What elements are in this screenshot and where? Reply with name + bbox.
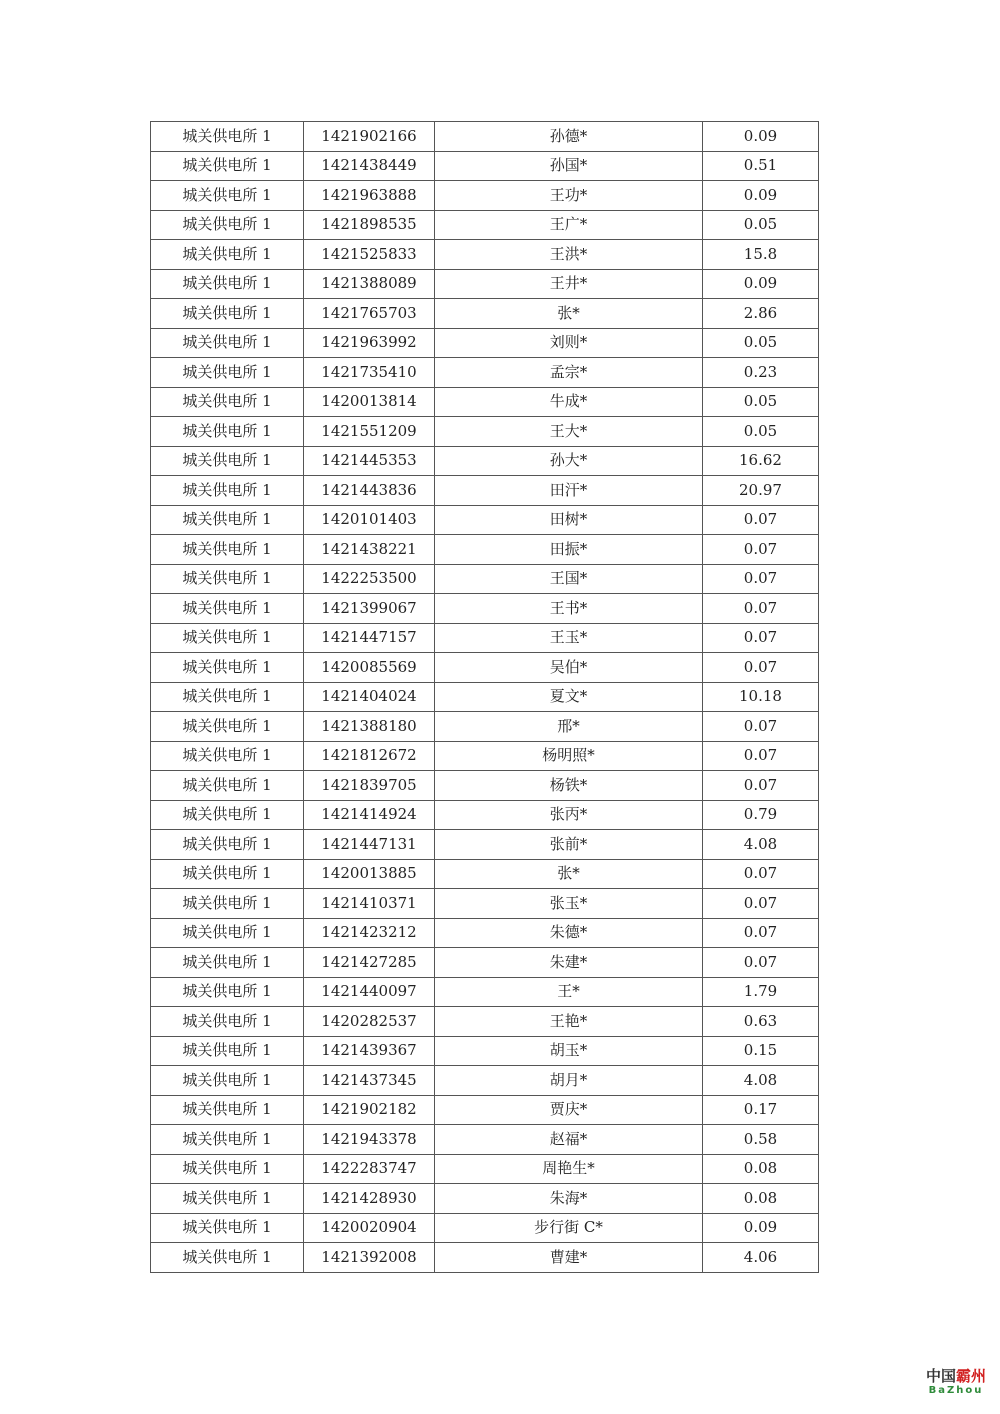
table-row: [151, 889, 819, 919]
cell-station: 城关供电所 1: [151, 1125, 304, 1155]
cell-account-number: 1421410371: [304, 889, 435, 919]
cell-account-number: 1421902166: [304, 122, 435, 152]
cell-customer-name: 孙德*: [435, 122, 703, 152]
cell-account-number: 1421388089: [304, 269, 435, 299]
table-row: [151, 476, 819, 506]
logo-cn-part1: 中国: [925, 1367, 956, 1385]
table-row: [151, 594, 819, 624]
table-row: [151, 122, 819, 152]
cell-account-number: 1421404024: [304, 682, 435, 712]
cell-account-number: 1421440097: [304, 977, 435, 1007]
table-row: [151, 800, 819, 830]
cell-account-number: 1420085569: [304, 653, 435, 683]
cell-station: 城关供电所 1: [151, 682, 304, 712]
cell-customer-name: 贾庆*: [435, 1095, 703, 1125]
cell-amount: 0.08: [703, 1154, 819, 1184]
cell-amount: 0.58: [703, 1125, 819, 1155]
cell-amount: 0.07: [703, 535, 819, 565]
cell-station: 城关供电所 1: [151, 594, 304, 624]
cell-customer-name: 田汗*: [435, 476, 703, 506]
cell-customer-name: 朱建*: [435, 948, 703, 978]
cell-station: 城关供电所 1: [151, 1095, 304, 1125]
cell-account-number: 1421437345: [304, 1066, 435, 1096]
cell-account-number: 1420013814: [304, 387, 435, 417]
cell-customer-name: 王*: [435, 977, 703, 1007]
table-row: [151, 210, 819, 240]
cell-station: 城关供电所 1: [151, 977, 304, 1007]
table-row: [151, 859, 819, 889]
cell-amount: 0.17: [703, 1095, 819, 1125]
cell-amount: 0.07: [703, 712, 819, 742]
cell-station: 城关供电所 1: [151, 299, 304, 329]
cell-customer-name: 孟宗*: [435, 358, 703, 388]
cell-customer-name: 夏文*: [435, 682, 703, 712]
cell-amount: 0.09: [703, 122, 819, 152]
cell-customer-name: 杨明照*: [435, 741, 703, 771]
cell-amount: 0.05: [703, 417, 819, 447]
cell-station: 城关供电所 1: [151, 387, 304, 417]
table-row: [151, 771, 819, 801]
cell-amount: 0.07: [703, 771, 819, 801]
cell-station: 城关供电所 1: [151, 210, 304, 240]
cell-customer-name: 王书*: [435, 594, 703, 624]
cell-amount: 0.15: [703, 1036, 819, 1066]
logo-en-text: BaZhou: [928, 1385, 984, 1396]
cell-customer-name: 张*: [435, 299, 703, 329]
table-row: [151, 1243, 819, 1273]
cell-station: 城关供电所 1: [151, 358, 304, 388]
cell-amount: 15.8: [703, 240, 819, 270]
cell-station: 城关供电所 1: [151, 623, 304, 653]
cell-account-number: 1421525833: [304, 240, 435, 270]
cell-amount: 0.07: [703, 889, 819, 919]
cell-account-number: 1421414924: [304, 800, 435, 830]
cell-account-number: 1421439367: [304, 1036, 435, 1066]
cell-amount: 0.07: [703, 741, 819, 771]
cell-amount: 10.18: [703, 682, 819, 712]
cell-customer-name: 胡玉*: [435, 1036, 703, 1066]
cell-account-number: 1421445353: [304, 446, 435, 476]
cell-customer-name: 王洪*: [435, 240, 703, 270]
cell-station: 城关供电所 1: [151, 535, 304, 565]
cell-account-number: 1421392008: [304, 1243, 435, 1273]
table-row: [151, 151, 819, 181]
cell-account-number: 1421388180: [304, 712, 435, 742]
cell-customer-name: 赵福*: [435, 1125, 703, 1155]
table-body: [151, 122, 819, 1273]
cell-station: 城关供电所 1: [151, 830, 304, 860]
cell-account-number: 1420020904: [304, 1213, 435, 1243]
cell-station: 城关供电所 1: [151, 859, 304, 889]
table-row: [151, 358, 819, 388]
table-row: [151, 741, 819, 771]
cell-amount: 4.08: [703, 1066, 819, 1096]
cell-amount: 4.06: [703, 1243, 819, 1273]
cell-amount: 0.05: [703, 387, 819, 417]
cell-customer-name: 朱德*: [435, 918, 703, 948]
cell-amount: 0.07: [703, 505, 819, 535]
cell-customer-name: 王井*: [435, 269, 703, 299]
cell-account-number: 1421765703: [304, 299, 435, 329]
table-row: [151, 918, 819, 948]
cell-amount: 0.07: [703, 918, 819, 948]
cell-amount: 16.62: [703, 446, 819, 476]
logo-cn-text: [926, 1369, 986, 1384]
cell-amount: 0.09: [703, 269, 819, 299]
table-row: [151, 181, 819, 211]
cell-account-number: 1421447131: [304, 830, 435, 860]
cell-amount: 1.79: [703, 977, 819, 1007]
table-row: [151, 977, 819, 1007]
cell-account-number: 1421963992: [304, 328, 435, 358]
table-row: [151, 830, 819, 860]
cell-amount: 0.09: [703, 181, 819, 211]
table-row: [151, 269, 819, 299]
cell-account-number: 1421399067: [304, 594, 435, 624]
table-row: [151, 682, 819, 712]
cell-station: 城关供电所 1: [151, 918, 304, 948]
cell-account-number: 1420101403: [304, 505, 435, 535]
cell-amount: 0.07: [703, 594, 819, 624]
cell-amount: 0.07: [703, 564, 819, 594]
table-row: [151, 535, 819, 565]
cell-station: 城关供电所 1: [151, 151, 304, 181]
cell-customer-name: 王功*: [435, 181, 703, 211]
cell-amount: 20.97: [703, 476, 819, 506]
cell-amount: 0.07: [703, 623, 819, 653]
cell-station: 城关供电所 1: [151, 653, 304, 683]
cell-amount: 4.08: [703, 830, 819, 860]
cell-customer-name: 王广*: [435, 210, 703, 240]
table-row: [151, 948, 819, 978]
cell-customer-name: 张玉*: [435, 889, 703, 919]
cell-account-number: 1421428930: [304, 1184, 435, 1214]
cell-customer-name: 胡月*: [435, 1066, 703, 1096]
cell-station: 城关供电所 1: [151, 1036, 304, 1066]
table-row: [151, 1007, 819, 1037]
cell-customer-name: 田树*: [435, 505, 703, 535]
cell-account-number: 1422253500: [304, 564, 435, 594]
cell-customer-name: 周艳生*: [435, 1154, 703, 1184]
cell-amount: 0.09: [703, 1213, 819, 1243]
cell-customer-name: 牛成*: [435, 387, 703, 417]
table-row: [151, 1095, 819, 1125]
cell-customer-name: 刘则*: [435, 328, 703, 358]
table-row: [151, 564, 819, 594]
cell-station: 城关供电所 1: [151, 1066, 304, 1096]
table-row: [151, 623, 819, 653]
cell-customer-name: 孙国*: [435, 151, 703, 181]
cell-account-number: 1421963888: [304, 181, 435, 211]
cell-station: 城关供电所 1: [151, 122, 304, 152]
cell-station: 城关供电所 1: [151, 505, 304, 535]
cell-customer-name: 杨铁*: [435, 771, 703, 801]
cell-account-number: 1421438449: [304, 151, 435, 181]
cell-amount: 0.07: [703, 948, 819, 978]
cell-station: 城关供电所 1: [151, 1213, 304, 1243]
cell-customer-name: 张*: [435, 859, 703, 889]
table-row: [151, 1125, 819, 1155]
cell-station: 城关供电所 1: [151, 1007, 304, 1037]
cell-amount: 0.23: [703, 358, 819, 388]
cell-customer-name: 步行街 C*: [435, 1213, 703, 1243]
cell-station: 城关供电所 1: [151, 269, 304, 299]
data-table: [150, 121, 819, 1273]
cell-customer-name: 王大*: [435, 417, 703, 447]
cell-amount: 0.63: [703, 1007, 819, 1037]
table-row: [151, 1184, 819, 1214]
table-row: [151, 446, 819, 476]
cell-account-number: 1421898535: [304, 210, 435, 240]
cell-account-number: 1421839705: [304, 771, 435, 801]
cell-customer-name: 王艳*: [435, 1007, 703, 1037]
cell-station: 城关供电所 1: [151, 948, 304, 978]
table-row: [151, 240, 819, 270]
cell-station: 城关供电所 1: [151, 1184, 304, 1214]
cell-station: 城关供电所 1: [151, 181, 304, 211]
cell-account-number: 1421902182: [304, 1095, 435, 1125]
cell-amount: 0.05: [703, 328, 819, 358]
cell-account-number: 1421812672: [304, 741, 435, 771]
cell-station: 城关供电所 1: [151, 476, 304, 506]
cell-customer-name: 王玉*: [435, 623, 703, 653]
cell-amount: 0.07: [703, 653, 819, 683]
table-row: [151, 505, 819, 535]
cell-customer-name: 邢*: [435, 712, 703, 742]
cell-account-number: 1422283747: [304, 1154, 435, 1184]
cell-account-number: 1421423212: [304, 918, 435, 948]
cell-amount: 2.86: [703, 299, 819, 329]
cell-customer-name: 吴伯*: [435, 653, 703, 683]
logo-cn-part2: 霸州: [955, 1367, 986, 1385]
cell-station: 城关供电所 1: [151, 564, 304, 594]
cell-station: 城关供电所 1: [151, 1154, 304, 1184]
cell-account-number: 1420282537: [304, 1007, 435, 1037]
cell-customer-name: 孙大*: [435, 446, 703, 476]
cell-account-number: 1421427285: [304, 948, 435, 978]
cell-account-number: 1421443836: [304, 476, 435, 506]
cell-amount: 0.51: [703, 151, 819, 181]
cell-account-number: 1420013885: [304, 859, 435, 889]
cell-amount: 0.79: [703, 800, 819, 830]
site-logo-watermark: [926, 1369, 986, 1396]
table-row: [151, 1036, 819, 1066]
table-row: [151, 1154, 819, 1184]
cell-station: 城关供电所 1: [151, 800, 304, 830]
cell-customer-name: 朱海*: [435, 1184, 703, 1214]
table-row: [151, 299, 819, 329]
cell-station: 城关供电所 1: [151, 446, 304, 476]
cell-customer-name: 张前*: [435, 830, 703, 860]
cell-station: 城关供电所 1: [151, 240, 304, 270]
table-row: [151, 417, 819, 447]
cell-account-number: 1421551209: [304, 417, 435, 447]
cell-customer-name: 王国*: [435, 564, 703, 594]
cell-customer-name: 曹建*: [435, 1243, 703, 1273]
cell-station: 城关供电所 1: [151, 1243, 304, 1273]
cell-customer-name: 张丙*: [435, 800, 703, 830]
table-row: [151, 328, 819, 358]
table-row: [151, 653, 819, 683]
cell-account-number: 1421735410: [304, 358, 435, 388]
table-row: [151, 1213, 819, 1243]
cell-station: 城关供电所 1: [151, 889, 304, 919]
table-row: [151, 387, 819, 417]
cell-station: 城关供电所 1: [151, 712, 304, 742]
cell-amount: 0.07: [703, 859, 819, 889]
cell-station: 城关供电所 1: [151, 771, 304, 801]
table-row: [151, 712, 819, 742]
cell-account-number: 1421943378: [304, 1125, 435, 1155]
cell-account-number: 1421447157: [304, 623, 435, 653]
cell-account-number: 1421438221: [304, 535, 435, 565]
cell-station: 城关供电所 1: [151, 328, 304, 358]
cell-amount: 0.05: [703, 210, 819, 240]
cell-customer-name: 田振*: [435, 535, 703, 565]
table-row: [151, 1066, 819, 1096]
cell-amount: 0.08: [703, 1184, 819, 1214]
cell-station: 城关供电所 1: [151, 741, 304, 771]
cell-station: 城关供电所 1: [151, 417, 304, 447]
